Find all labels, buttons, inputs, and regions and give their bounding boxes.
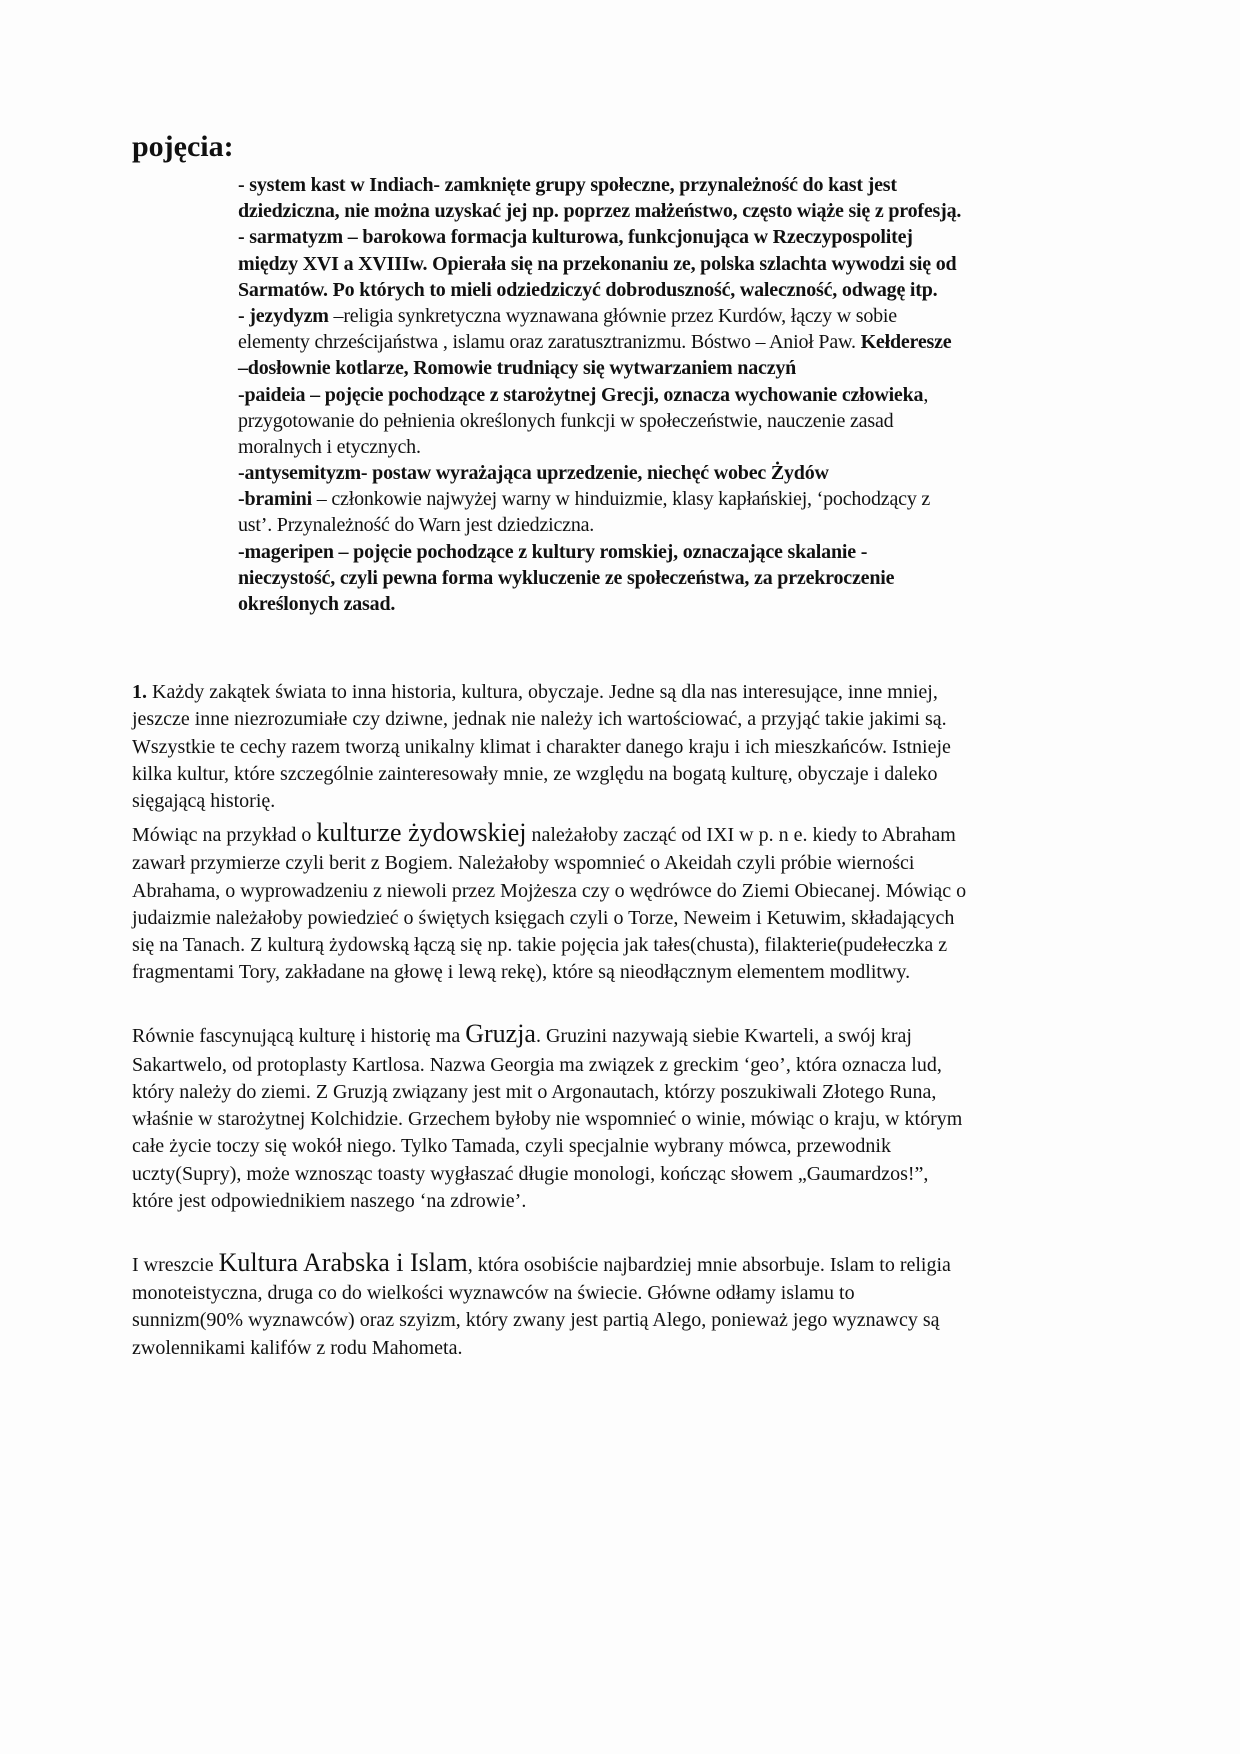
body-paragraph-georgia: [132, 1016, 968, 1214]
essay-body: [132, 679, 968, 1362]
text-run: , przygotowanie do pełnienia określonych funkcji w społeczeństwie, nauczenie zasad moralnych i etycznych.: [238, 383, 929, 458]
text-run: - system kast w Indiach- zamknięte grupy społeczne, przynależność do kast jest dziedziczna, nie można uzyskać jej np. poprzez małżeństwo, często wiąże się z profesją.: [238, 174, 962, 223]
text-run: , która osobiście najbardziej mnie absorbuje. Islam to religia monoteistyczna, druga co do wielkości wyznawców na świecie. Główne odłamy islamu to sunnizm(90% wyznawców) oraz szyizm, który zwany jest partią Alego, ponieważ jego wyznawcy są zwolennikami kalifów z rodu Mahometa.: [132, 1253, 951, 1359]
definition-mageripen: [238, 539, 964, 618]
definition-bramini: [238, 486, 964, 538]
text-run: - sarmatyzm – barokowa formacja kulturowa, funkcjonująca w Rzeczypospolitej między XVI a XVIIIw. Opierała się na przekonaniu ze, polska szlachta wywodzi się od Sarmatów. Po których to mieli odziedziczyć dobroduszność, waleczność, odwagę itp.: [238, 226, 957, 301]
text-run: należałoby zacząć od IXI w p. n e. kiedy to Abraham zawarł przymierze czyli berit z Bogiem. Należałoby wspomnieć o Akeidah czyli próbie wierności Abrahama, o wyprowadzeniu z niewoli przez Mojżesza czy o wędrówce do Ziemi Obiecanej. Mówiąc o judaizmie należałoby powiedzieć o świętych księgach czyli o Torze, Neweim i Ketuwim, składających się na Tanach. Z kulturą żydowską łączą się np. takie pojęcia jak tałes(chusta), filakterie(pudełeczka z fragmentami Tory, zakładane na głowę i lewą rekę), które są nieodłącznym elementem modlitwy.: [132, 824, 967, 984]
text-run: -antysemityzm- postaw wyrażająca uprzedzenie, niechęć wobec Żydów: [238, 462, 829, 485]
text-run: kulturze żydowskiej: [316, 818, 527, 848]
body-paragraph-jewish-culture: [132, 815, 968, 986]
text-run: –religia synkretyczna wyznawana głównie przez Kurdów, łączy w sobie elementy chrześcijaństwa , islamu oraz zaratusztranizmu. Bóstwo – Anioł Paw.: [238, 304, 897, 354]
text-run: I wreszcie: [132, 1253, 219, 1276]
text-run: Gruzja: [465, 1019, 536, 1049]
text-run: - jezydyzm: [238, 304, 334, 327]
text-run: 1.: [132, 681, 147, 704]
body-paragraph-intro: [132, 679, 968, 815]
definitions-block: [238, 172, 964, 617]
definition-antysemityzm: [238, 460, 964, 486]
text-run: – członkowie najwyżej warny w hinduizmie, klasy kapłańskiej, ‘pochodzący z ust’. Przynależność do Warn jest dziedziczna.: [238, 488, 931, 537]
text-run: Kełderesze –dosłownie kotlarze, Romowie trudniący się wytwarzaniem naczyń: [238, 331, 952, 380]
text-run: . Gruzini nazywają siebie Kwarteli, a swój kraj Sakartwelo, od protoplasty Kartlosa. Nazwa Georgia ma związek z greckim ‘geo’, która oznacza lud, który należy do ziemi. Z Gruzją związany jest mit o Argonautach, którzy poszukiwali Złotego Runa, właśnie w starożytnej Kolchidzie. Grzechem byłoby nie wspomnieć o winie, mówiąc o kraju, w którym całe życie toczy się wokół niego. Tylko Tamada, czyli specjalnie wybrany mówca, przewodnik uczty(Supry), może wznosząc toasty wygłaszać długie monologi, kończąc słowem „Gaumardzos!”, które jest odpowiednikiem naszego ‘na zdrowie’.: [132, 1025, 963, 1212]
definition-jezydyzm: [238, 303, 964, 382]
text-run: Kultura Arabska i Islam: [218, 1247, 468, 1277]
text-run: Mówiąc na przykład o: [132, 824, 317, 847]
text-run: -paideia – pojęcie pochodzące z starożytnej Grecji, oznacza wychowanie człowieka: [238, 383, 924, 406]
text-run: Równie fascynującą kulturę i historię ma: [132, 1025, 466, 1048]
body-paragraph-islam: [132, 1245, 968, 1362]
page-title: pojęcia:: [132, 130, 234, 163]
text-run: -bramini: [238, 488, 312, 511]
definition-paideia: [238, 382, 964, 461]
definition-system-kast: [238, 172, 964, 224]
definition-sarmatyzm: [238, 224, 964, 303]
text-run: -mageripen – pojęcie pochodzące z kultury romskiej, oznaczające skalanie - nieczystość, czyli pewna forma wykluczenie ze społeczeństwa, za przekroczenie określonych zasad.: [238, 540, 895, 615]
text-run: Każdy zakątek świata to inna historia, kultura, obyczaje. Jedne są dla nas interesujące, inne mniej, jeszcze inne niezrozumiałe czy dziwne, jednak nie należy ich wartościować, a przyjąć takie jakimi są. Wszystkie te cechy razem tworzą unikalny klimat i charakter danego kraju i ich mieszkańców. Istnieje kilka kultur, które szczególnie zainteresowały mnie, ze względu na bogatą kulturę, obyczaje i daleko sięgającą historię.: [132, 681, 951, 812]
document-content: [132, 130, 968, 1362]
